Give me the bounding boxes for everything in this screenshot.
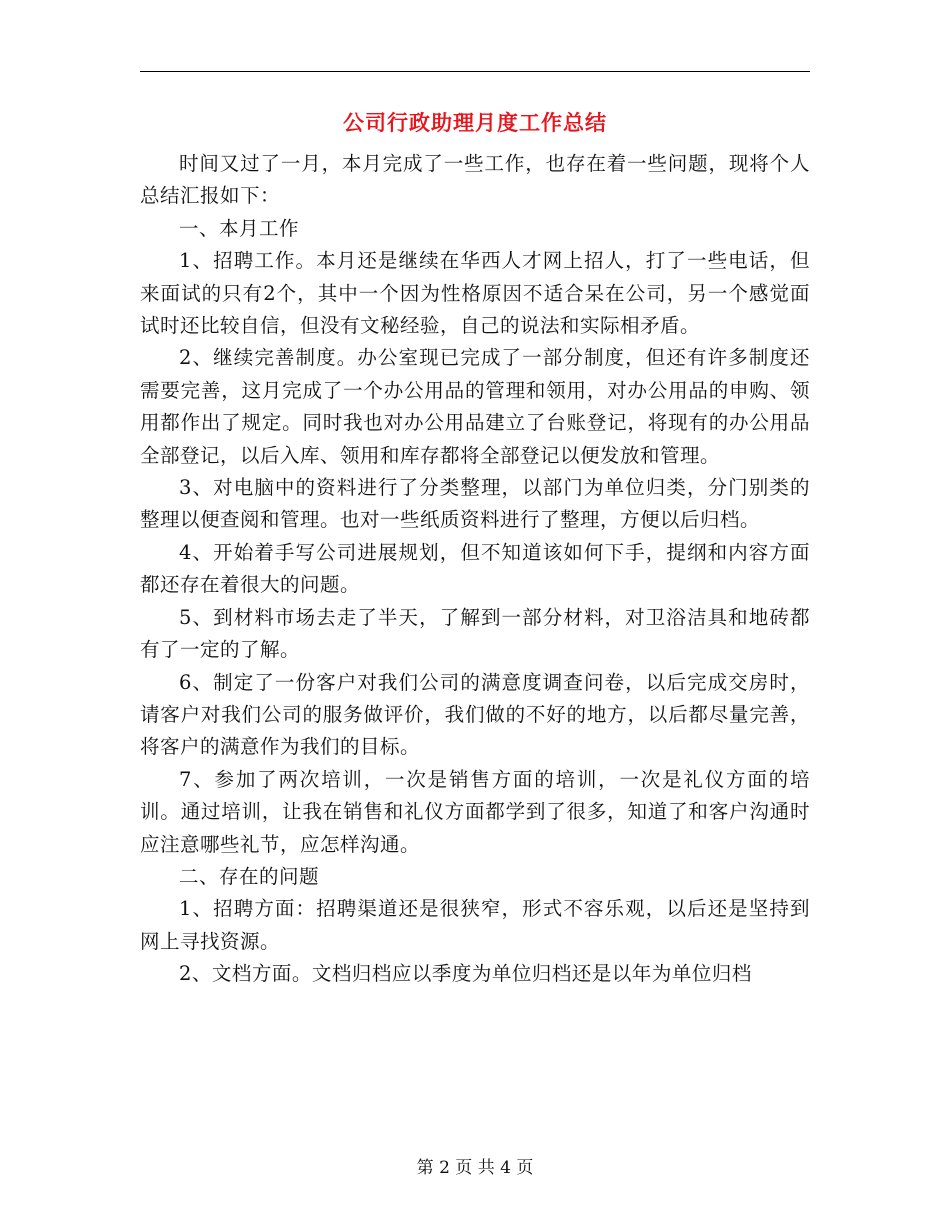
paragraph-item-5-materials: 5、到材料市场去走了半天，了解到一部分材料，对卫浴洁具和地砖都有了一定的了解。 xyxy=(140,605,810,662)
section-heading-problems: 二、存在的问题 xyxy=(179,864,320,888)
paragraph-problem-1: 1、招聘方面：招聘渠道还是很狭窄，形式不容乐观，以后还是坚持到网上寻找资源。 xyxy=(140,897,810,953)
header-rule xyxy=(140,71,810,72)
paragraph-item-7-training: 7、参加了两次培训，一次是销售方面的培训，一次是礼仪方面的培训。通过培训，让我在销售和礼仪方面都学到了很多，知道了和客户沟通时应注意哪些礼节，应怎样沟通。 xyxy=(140,767,810,856)
paragraph-item-1-recruitment: 1、招聘工作。本月还是继续在华西人才网上招人，打了一些电话，但来面试的只有2个，其中一个因为性格原因不适合呆在公司，另一个感觉面试时还比较自信，但没有文秘经验，自己的说法和实际相矛盾。 xyxy=(140,249,810,338)
section-heading-this-month-work: 一、本月工作 xyxy=(179,216,300,240)
document-body xyxy=(140,148,810,991)
paragraph-item-4-planning: 4、开始着手写公司进展规划，但不知道该如何下手，提纲和内容方面都还存在着很大的问题。 xyxy=(140,540,810,597)
paragraph-item-3-files: 3、对电脑中的资料进行了分类整理，以部门为单位归类，分门别类的整理以便查阅和管理。也对一些纸质资料进行了整理，方便以后归档。 xyxy=(140,476,810,532)
document-title: 公司行政助理月度工作总结 xyxy=(343,110,607,135)
paragraph-intro: 时间又过了一月，本月完成了一些工作，也存在着一些问题，现将个人总结汇报如下： xyxy=(140,152,810,208)
paragraph-problem-2: 2、文档方面。文档归档应以季度为单位归档还是以年为单位归档 xyxy=(179,962,752,986)
page-number: 第 2 页 共 4 页 xyxy=(416,1158,534,1178)
paragraph-item-6-survey: 6、制定了一份客户对我们公司的满意度调查问卷，以后完成交房时，请客户对我们公司的服务做评价，我们做的不好的地方，以后都尽量完善，将客户的满意作为我们的目标。 xyxy=(140,670,810,759)
page-footer xyxy=(140,1153,810,1178)
paragraph-item-2-system: 2、继续完善制度。办公室现已完成了一部分制度，但还有许多制度还需要完善，这月完成了一个办公用品的管理和领用，对办公用品的申购、领用都作出了规定。同时我也对办公用品建立了台账登记，将现有的办公用品全部登记，以后入库、领用和库存都将全部登记以便发放和管理。 xyxy=(140,346,810,467)
